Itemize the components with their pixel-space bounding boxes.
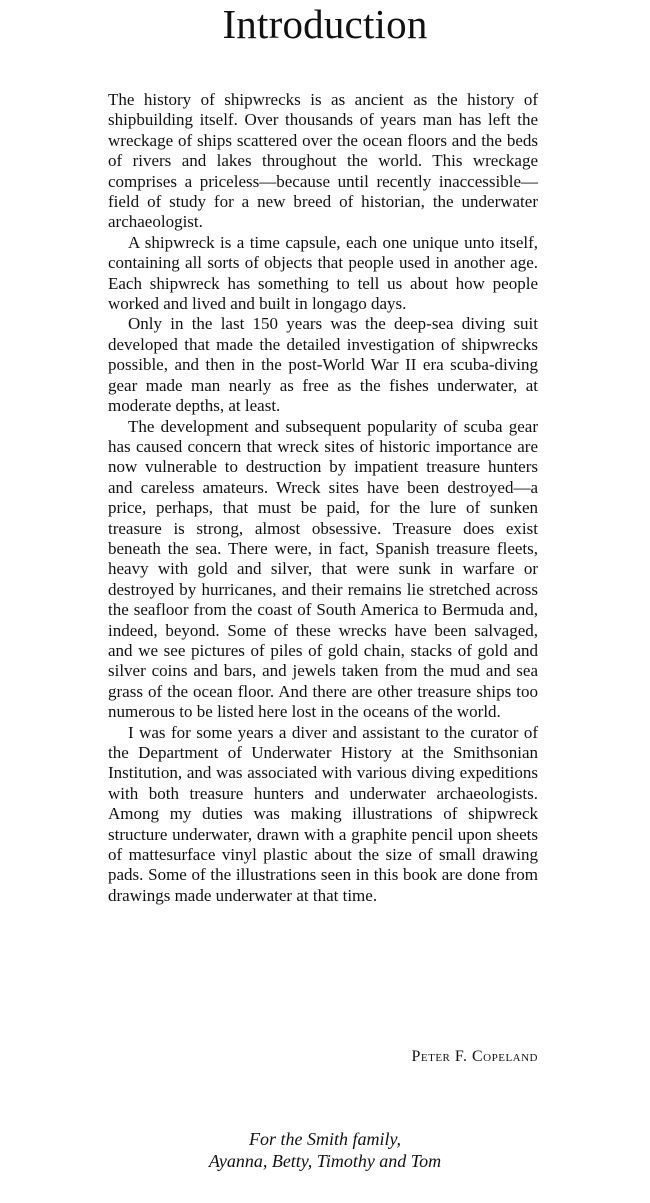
paragraph-1: The history of shipwrecks is as ancient as the history of shipbuilding itself. Over thousands of years man has left the wreckage of ships scattered over the ocean floors and the beds of rivers and lakes throughout the world. This wreckage comprises a priceless—because until recently inaccessible—field of study for a new breed of historian, the underwater archaeologist. <box>108 90 538 232</box>
page-title: Introduction <box>222 1 428 47</box>
introduction-body <box>108 90 538 906</box>
paragraph-2: A shipwreck is a time capsule, each one unique unto itself, containing all sorts of objects that people used in another age. Each shipwreck has something to tell us about how people worked and lived and built in longago days. <box>108 232 538 314</box>
dedication-line-2: Ayanna, Betty, Timothy and Tom <box>208 1151 442 1171</box>
paragraph-5: I was for some years a diver and assistant to the curator of the Department of Underwater History at the Smithsonian Institution, and was associated with various diving expeditions with both treasure hunters and underwater archaeologists. Among my duties was making illustrations of shipwreck structure underwater, drawn with a graphite pencil upon sheets of mattesurface vinyl plastic about the size of small drawing pads. Some of the illustrations seen in this book are done from drawings made underwater at that time. <box>108 722 538 905</box>
dedication <box>0 1128 650 1172</box>
paragraph-4: The development and subsequent popularity of scuba gear has caused concern that wreck sites of historic importance are now vulnerable to destruction by impatient treasure hunters and careless amateurs. Wreck sites have been destroyed—a price, perhaps, that must be paid, for the lure of sunken treasure is strong, almost obsessive. Treasure does exist beneath the sea. There were, in fact, Spanish treasure fleets, heavy with gold and silver, that were sunk in warfare or destroyed by hurricanes, and their remains lie stretched across the seafloor from the coast of South America to Bermuda and, indeed, beyond. Some of these wrecks have been salvaged, and we see pictures of piles of gold chain, stacks of gold and silver coins and bars, and jewels taken from the mud and sea grass of the ocean floor. And there are other treasure ships too numerous to be listed here lost in the oceans of the world. <box>108 416 538 722</box>
author-signature: Peter F. Copeland <box>411 1048 538 1065</box>
paragraph-3: Only in the last 150 years was the deep-sea diving suit developed that made the detailed investigation of shipwrecks possible, and then in the post-World War II era scuba-diving gear made man nearly as free as the fishes underwater, at moderate depths, at least. <box>108 314 538 416</box>
dedication-line-1: For the Smith family, <box>249 1129 401 1149</box>
